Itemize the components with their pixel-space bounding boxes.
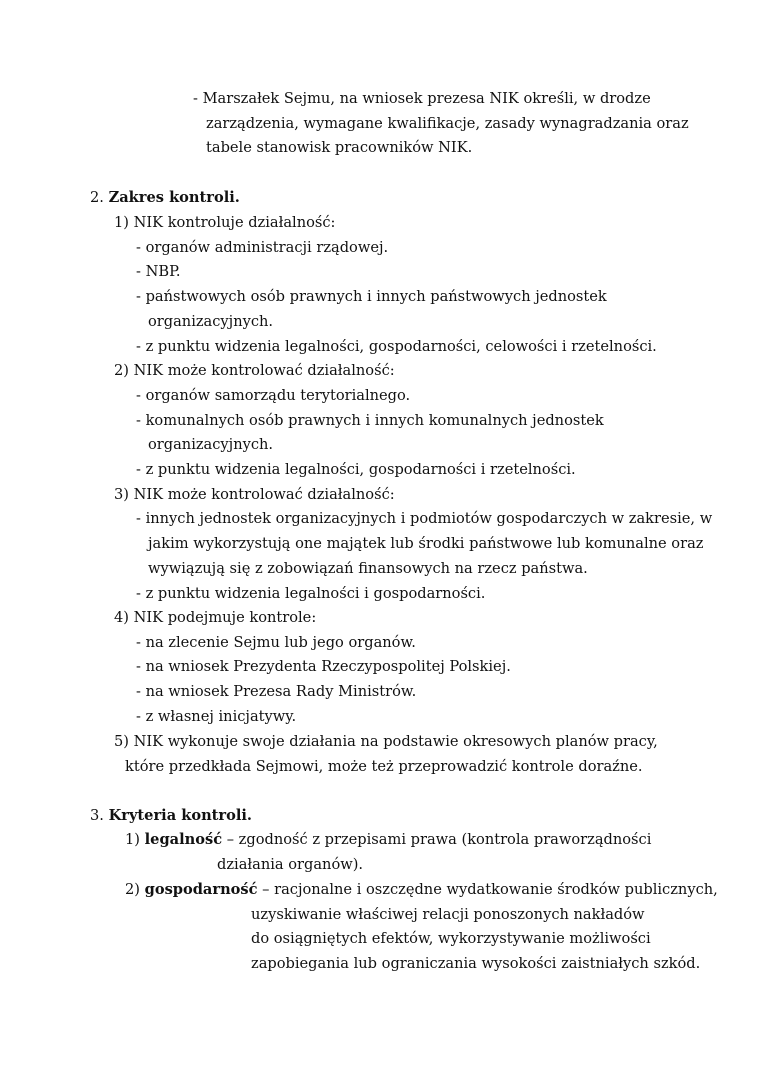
list-item: - z punktu widzenia legalności, gospodarności i rzetelności. (136, 461, 576, 478)
criterion-gospodarnosc (125, 883, 718, 898)
list-item: organizacyjnych. (148, 313, 274, 330)
list-item: organizacyjnych. (148, 436, 274, 453)
list-item: jakim wykorzystują one majątek lub środki państwowe lub komunalne oraz (148, 535, 704, 552)
criterion-number: 2) (125, 881, 140, 898)
list-item: - innych jednostek organizacyjnych i podmiotów gospodarczych w zakresie, w (136, 510, 713, 527)
list-item-heading: 2) NIK może kontrolować działalność: (114, 362, 395, 379)
bullet-text: - Marszałek Sejmu, na wniosek prezesa NIK określi, w drodze (193, 90, 651, 107)
criterion-definition: zapobiegania lub ograniczania wysokości zaistniałych szkód. (251, 955, 701, 972)
list-item: - organów administracji rządowej. (136, 239, 389, 256)
criterion-number: 1) (125, 831, 140, 848)
section-heading (90, 809, 252, 824)
section-heading (90, 191, 240, 206)
criterion-term: gospodarność (144, 881, 258, 898)
list-item: które przedkłada Sejmowi, może też przeprowadzić kontrole doraźne. (125, 758, 643, 775)
criterion-term: legalność (144, 831, 223, 848)
criterion-definition: do osiągniętych efektów, wykorzystywanie możliwości (251, 930, 651, 947)
list-item-heading: 5) NIK wykonuje swoje działania na podstawie okresowych planów pracy, (114, 733, 658, 750)
bullet-text: tabele stanowisk pracowników NIK. (206, 139, 473, 156)
list-item: - komunalnych osób prawnych i innych komunalnych jednostek (136, 412, 604, 429)
section-number: 2. (90, 189, 104, 206)
list-item: - z punktu widzenia legalności, gospodarności, celowości i rzetelności. (136, 338, 657, 355)
list-item: - państwowych osób prawnych i innych państwowych jednostek (136, 288, 607, 305)
section-number: 3. (90, 807, 104, 824)
criterion-definition: – zgodność z przepisami prawa (kontrola praworządności (222, 831, 652, 848)
section-title: Zakres kontroli. (108, 189, 240, 206)
list-item: - NBP. (136, 263, 181, 280)
list-item: - na wniosek Prezydenta Rzeczypospolitej Polskiej. (136, 658, 511, 675)
criterion-definition: uzyskiwanie właściwej relacji ponoszonych nakładów (251, 906, 645, 923)
list-item: - na zlecenie Sejmu lub jego organów. (136, 634, 416, 651)
list-item-heading: 4) NIK podejmuje kontrole: (114, 609, 317, 626)
bullet-text: zarządzenia, wymagane kwalifikacje, zasady wynagradzania oraz (206, 115, 689, 132)
criterion-definition: działania organów). (217, 856, 364, 873)
criterion-definition: – racjonalne i oszczędne wydatkowanie środków publicznych, (257, 881, 718, 898)
list-item: - z punktu widzenia legalności i gospodarności. (136, 585, 486, 602)
criterion-legalnosc (125, 833, 651, 848)
list-item-heading: 1) NIK kontroluje działalność: (114, 214, 336, 231)
section-title: Kryteria kontroli. (108, 807, 253, 824)
list-item: wywiązują się z zobowiązań finansowych na rzecz państwa. (148, 560, 588, 577)
list-item: - na wniosek Prezesa Rady Ministrów. (136, 683, 417, 700)
list-item: - z własnej inicjatywy. (136, 708, 297, 725)
list-item: - organów samorządu terytorialnego. (136, 387, 411, 404)
list-item-heading: 3) NIK może kontrolować działalność: (114, 486, 395, 503)
